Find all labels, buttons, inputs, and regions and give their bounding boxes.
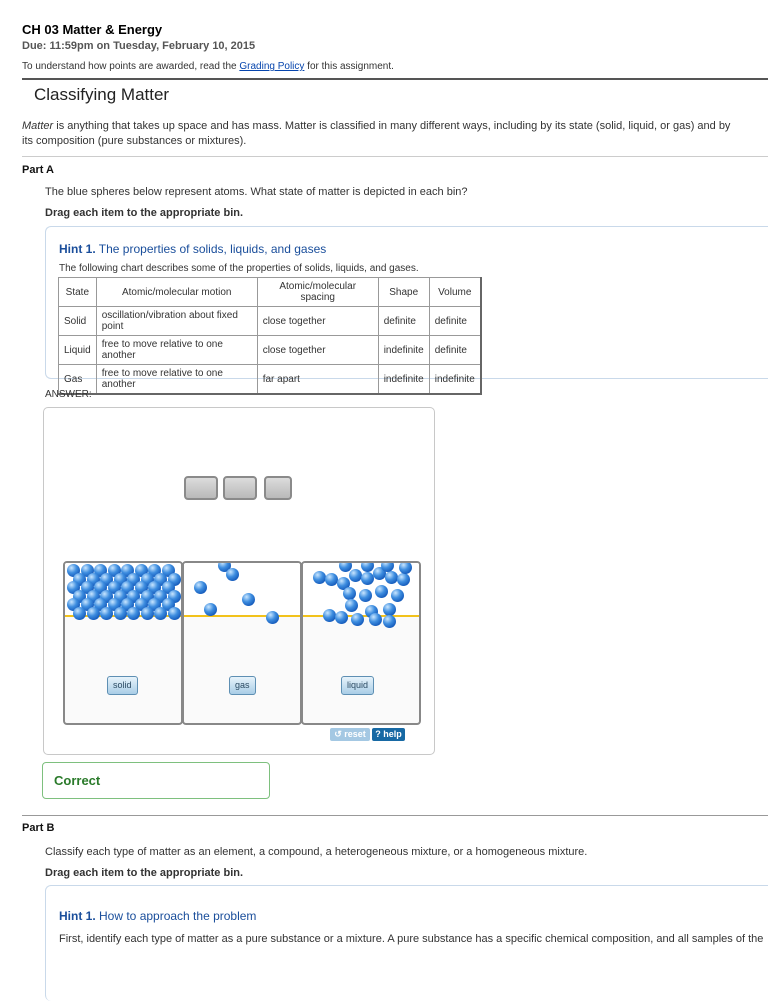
atom-sphere <box>168 607 181 620</box>
atom-sphere <box>375 585 388 598</box>
atom-sphere <box>361 561 374 572</box>
bin-label-solid[interactable]: solid <box>107 676 138 695</box>
part-a-question: The blue spheres below represent atoms. What state of matter is depicted in each bin? <box>45 186 468 198</box>
table-cell: close together <box>257 336 378 365</box>
table-header-row <box>59 278 481 307</box>
atom-sphere <box>351 613 364 626</box>
table-cell: far apart <box>257 365 378 395</box>
atom-sphere <box>349 569 362 582</box>
bin-gas[interactable] <box>182 561 302 725</box>
table-cell: indefinite <box>378 365 429 395</box>
table-cell: indefinite <box>429 365 481 395</box>
atom-sphere <box>114 607 127 620</box>
bin-liquid[interactable] <box>301 561 421 725</box>
table-cell: definite <box>429 307 481 336</box>
table-cell: free to move relative to one another <box>96 336 257 365</box>
bin-solid[interactable] <box>63 561 183 725</box>
atom-sphere <box>87 607 100 620</box>
atom-sphere <box>335 611 348 624</box>
part-a-hint-intro: The following chart describes some of the properties of solids, liquids, and gases. <box>59 263 419 274</box>
part-a-label: Part A <box>22 164 54 176</box>
part-a-hint-panel <box>45 226 768 390</box>
problem-title: Classifying Matter <box>34 85 170 104</box>
table-cell: close together <box>257 307 378 336</box>
table-cell: Liquid <box>59 336 97 365</box>
atom-sphere <box>313 571 326 584</box>
table-cell: Solid <box>59 307 97 336</box>
table-cell: definite <box>378 307 429 336</box>
atom-sphere <box>100 607 113 620</box>
part-b-hint-text: First, identify each type of matter as a pure substance or a mixture. A pure substance has a specific chemical composition, and all samples of the <box>59 933 764 945</box>
part-divider <box>22 815 768 816</box>
part-a-hint-title[interactable]: Hint 1. The properties of solids, liquids, and gases <box>59 242 327 256</box>
atom-sphere <box>194 581 207 594</box>
table-cell: free to move relative to one another <box>96 365 257 395</box>
part-b-hint-title[interactable]: Hint 1. How to approach the problem <box>59 909 257 923</box>
grading-policy-link[interactable]: Grading Policy <box>239 61 305 72</box>
empty-drag-slot[interactable] <box>184 476 218 500</box>
atom-sphere <box>73 607 86 620</box>
bin-window <box>65 563 181 617</box>
table-header: Atomic/molecular motion <box>96 278 257 307</box>
feedback-text: Correct <box>54 773 101 788</box>
part-b-question: Classify each type of matter as an element, a compound, a heterogeneous mixture, or a homogeneous mixture. <box>45 846 588 858</box>
table-header: Shape <box>378 278 429 307</box>
table-header: Atomic/molecular spacing <box>257 278 378 307</box>
table-cell: definite <box>429 336 481 365</box>
atom-sphere <box>383 615 396 628</box>
bin-label-gas[interactable]: gas <box>229 676 256 695</box>
atom-sphere <box>391 589 404 602</box>
table-cell: indefinite <box>378 336 429 365</box>
atom-sphere <box>323 609 336 622</box>
empty-drag-slot[interactable] <box>264 476 292 500</box>
part-b-label: Part B <box>22 822 55 834</box>
table-row <box>59 365 481 395</box>
table-row <box>59 336 481 365</box>
intro-divider <box>22 156 768 157</box>
table-cell: oscillation/vibration about fixed point <box>96 307 257 336</box>
help-button[interactable]: ? help <box>372 728 405 741</box>
header-divider <box>22 78 768 80</box>
reset-button[interactable]: ↺ reset <box>330 728 370 741</box>
atom-sphere <box>359 589 372 602</box>
atom-sphere <box>204 603 217 616</box>
atom-sphere <box>141 607 154 620</box>
problem-intro: Matter is anything that takes up space and has mass. Matter is classified in many different ways, including by its state (solid, liquid, or gas) and by its composition (pure substances or mixtures). <box>22 120 731 147</box>
atom-sphere <box>345 599 358 612</box>
atom-sphere <box>266 611 279 624</box>
due-date: Due: 11:59pm on Tuesday, February 10, 2015 <box>22 40 256 52</box>
atom-sphere <box>127 607 140 620</box>
table-header: Volume <box>429 278 481 307</box>
bin-window <box>303 563 419 617</box>
atom-sphere <box>369 613 382 626</box>
empty-drag-slot[interactable] <box>223 476 257 500</box>
part-b-hint-panel <box>45 885 768 1001</box>
part-b-instruction: Drag each item to the appropriate bin. <box>45 867 244 879</box>
part-a-instruction: Drag each item to the appropriate bin. <box>45 207 244 219</box>
table-row <box>59 307 481 336</box>
atom-sphere <box>397 573 410 586</box>
atom-sphere <box>385 571 398 584</box>
feedback-correct-box <box>42 762 270 799</box>
answer-label: ANSWER: <box>45 389 92 400</box>
atom-sphere <box>226 568 239 581</box>
bin-label-liquid[interactable]: liquid <box>341 676 374 695</box>
bin-window <box>184 563 300 617</box>
table-header: State <box>59 278 97 307</box>
properties-table <box>58 277 482 395</box>
table-cell: Gas <box>59 365 97 395</box>
atom-sphere <box>154 607 167 620</box>
assignment-title: CH 03 Matter & Energy <box>22 22 163 37</box>
atom-sphere <box>343 587 356 600</box>
atom-sphere <box>399 561 412 574</box>
atom-sphere <box>242 593 255 606</box>
grading-policy-note: To understand how points are awarded, read the Grading Policy for this assignment. <box>22 61 394 72</box>
